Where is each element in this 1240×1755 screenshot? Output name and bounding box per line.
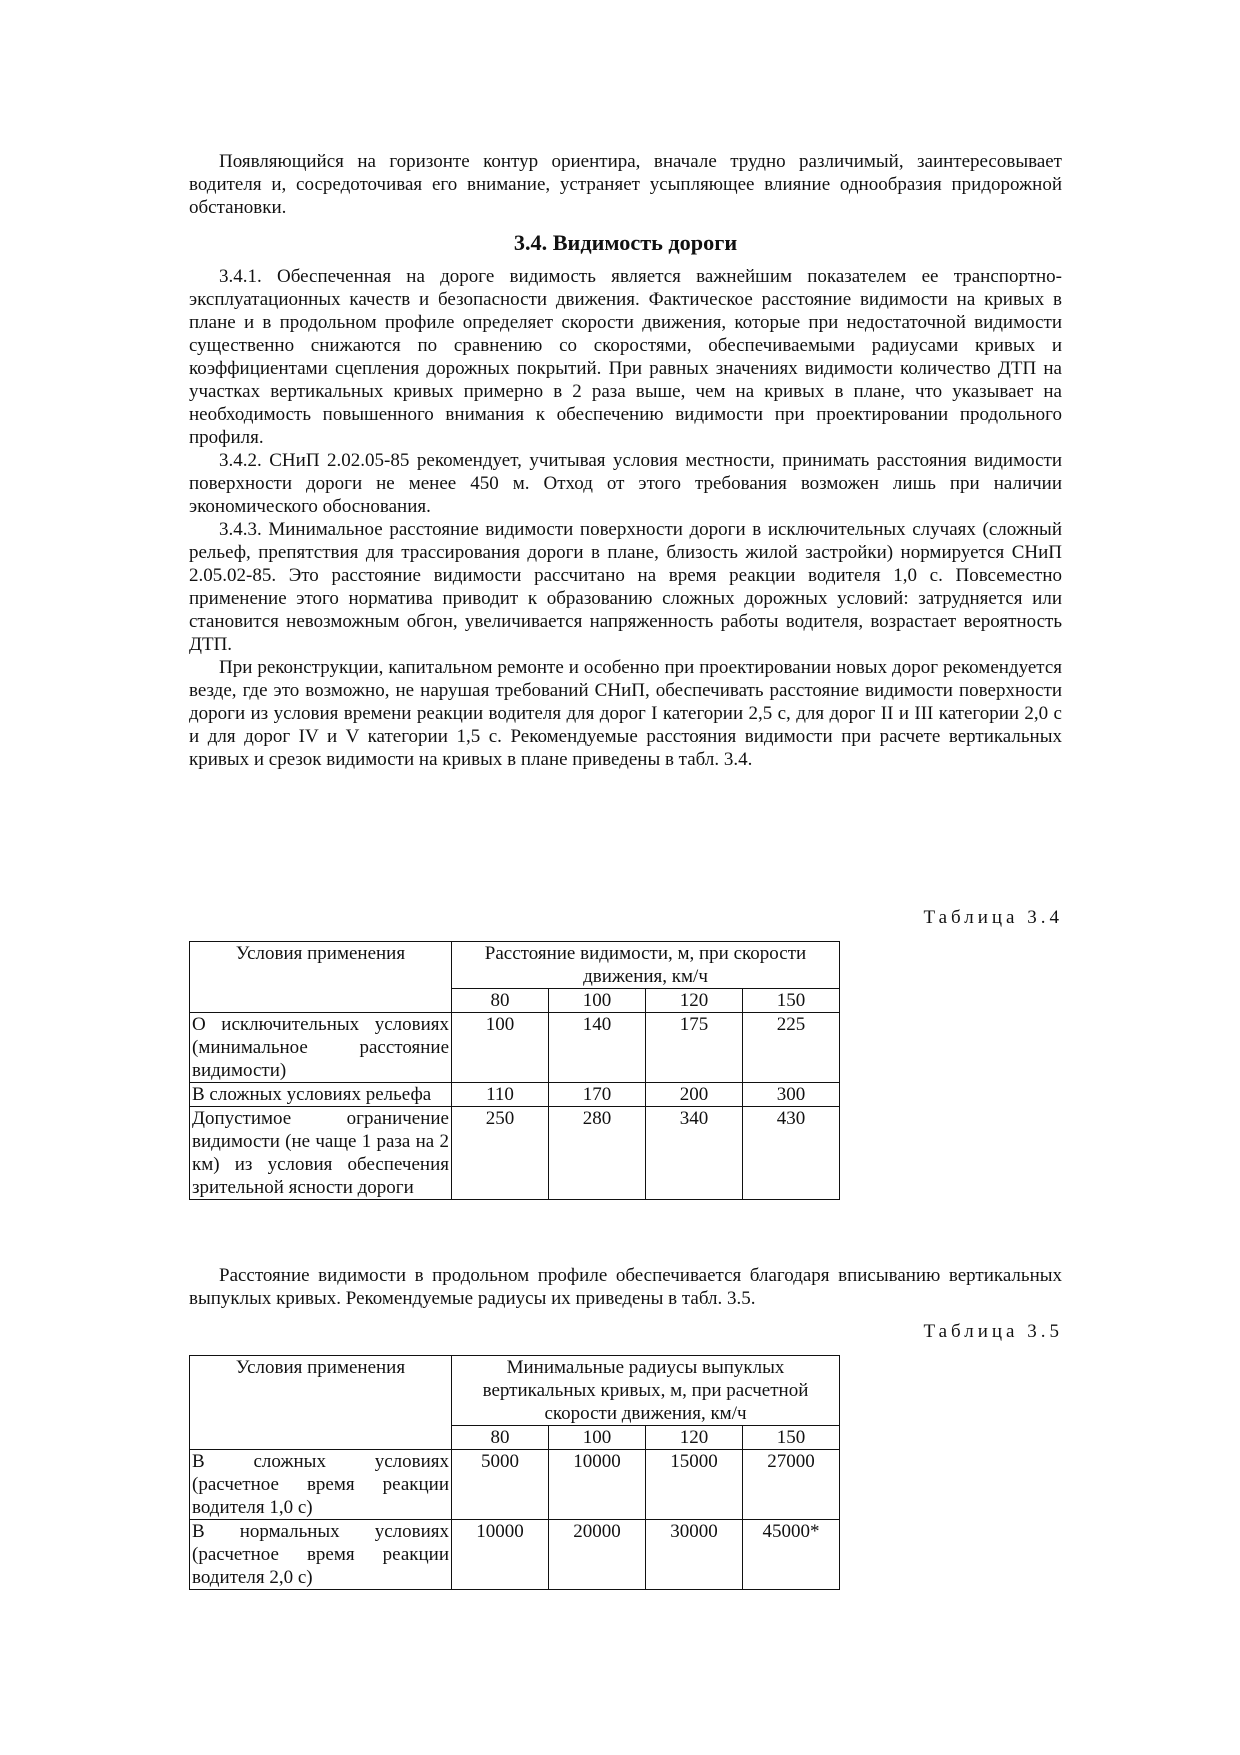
value-cell: 250 xyxy=(452,1107,549,1200)
intro-block xyxy=(189,150,1062,219)
table-row xyxy=(190,1083,840,1107)
paragraph-3-4-3: 3.4.3. Минимальное расстояние видимости поверхности дороги в исключительных случаях (сложный рельеф, препятствия для трассирования дороги в плане, близость жилой застройки) нормируется СНиП 2.05.02-85. Это расстояние видимости рассчитано на время реакции водителя 1,0 с. Повсеместно применение этого норматива приводит к образованию сложных дорожных условий: затрудняется или становится невозможным обгон, увеличивается напряженность работы водителя, возрастает вероятность ДТП. xyxy=(189,519,1062,655)
table-header-row xyxy=(190,942,840,989)
value-cell: 300 xyxy=(743,1083,840,1107)
value-cell: 200 xyxy=(646,1083,743,1107)
table-header-row xyxy=(190,1356,840,1426)
table-row xyxy=(190,1450,840,1520)
value-cell: 5000 xyxy=(452,1450,549,1520)
condition-cell: В нормальных условиях (расчетное время реакции водителя 2,0 с) xyxy=(190,1520,452,1590)
value-cell: 27000 xyxy=(743,1450,840,1520)
intro-paragraph: Появляющийся на горизонте контур ориентира, вначале трудно различимый, заинтересовывает водителя и, сосредоточивая его внимание, устраняет усыпляющее влияние однообразия придорожной обстановки. xyxy=(189,151,1062,218)
condition-cell: В сложных условиях (расчетное время реакции водителя 1,0 с) xyxy=(190,1450,452,1520)
header-radius-group: Минимальные радиусы выпуклых вертикальных кривых, м, при расчетной скорости движения, км/ч xyxy=(452,1356,840,1426)
value-cell: 280 xyxy=(549,1107,646,1200)
value-cell: 30000 xyxy=(646,1520,743,1590)
speed-cell: 120 xyxy=(646,1426,743,1450)
speed-cell: 150 xyxy=(743,989,840,1013)
header-conditions: Условия применения xyxy=(190,942,452,1013)
paragraph-3-4-1: 3.4.1. Обеспеченная на дороге видимость является важнейшим показателем ее транспортно-эксплуатационных качеств и безопасности движения. Фактическое расстояние видимости на кривых в плане и в продольном профиле определяет скорости движения, которые при недостаточной видимости существенно снижаются по сравнению со скоростями, обеспечиваемыми радиусами кривых и коэффициентами сцепления дорожных покрытий. При равных значениях видимости количество ДТП на участках вертикальных кривых примерно в 2 раза выше, чем на кривых в плане, что указывает на необходимость повышенного внимания к обеспечению видимости при проектировании продольного профиля. xyxy=(189,266,1062,448)
between-block xyxy=(189,1264,1062,1310)
paragraph-reconstruction: При реконструкции, капитальном ремонте и особенно при проектировании новых дорог рекомендуется везде, где это возможно, не нарушая требований СНиП, обеспечивать расстояние видимости поверхности дороги из условия времени реакции водителя для дорог I категории 2,5 с, для дорог II и III категории 2,0 с и для дорог IV и V категории 1,5 с. Рекомендуемые расстояния видимости при расчете вертикальных кривых и срезок видимости на кривых в плане приведены в табл. 3.4. xyxy=(189,657,1062,770)
condition-cell: Допустимое ограничение видимости (не чаще 1 раза на 2 км) из условия обеспечения зрительной ясности дороги xyxy=(190,1107,452,1200)
speed-cell: 80 xyxy=(452,1426,549,1450)
value-cell: 15000 xyxy=(646,1450,743,1520)
value-cell: 340 xyxy=(646,1107,743,1200)
condition-cell: О исключительных условиях (минимальное расстояние видимости) xyxy=(190,1013,452,1083)
condition-cell: В сложных условиях рельефа xyxy=(190,1083,452,1107)
speed-cell: 100 xyxy=(549,1426,646,1450)
value-cell: 175 xyxy=(646,1013,743,1083)
header-speed-group: Расстояние видимости, м, при скорости движения, км/ч xyxy=(452,942,840,989)
value-cell: 10000 xyxy=(452,1520,549,1590)
value-cell: 45000* xyxy=(743,1520,840,1590)
value-cell: 110 xyxy=(452,1083,549,1107)
table-row xyxy=(190,1520,840,1590)
section-heading: 3.4. Видимость дороги xyxy=(513,230,738,255)
speed-cell: 120 xyxy=(646,989,743,1013)
header-conditions: Условия применения xyxy=(190,1356,452,1450)
speed-cell: 150 xyxy=(743,1426,840,1450)
speed-cell: 100 xyxy=(549,989,646,1013)
value-cell: 140 xyxy=(549,1013,646,1083)
paragraph-3-4-2: 3.4.2. СНиП 2.02.05-85 рекомендует, учитывая условия местности, принимать расстояния видимости поверхности дороги не менее 450 м. Отход от этого требования возможен лишь при наличии экономического обоснования. xyxy=(189,450,1062,517)
table-3-4 xyxy=(189,941,840,1200)
table-3-5-caption: Таблица 3.5 xyxy=(923,1321,1063,1342)
value-cell: 225 xyxy=(743,1013,840,1083)
value-cell: 430 xyxy=(743,1107,840,1200)
table-3-5 xyxy=(189,1355,840,1590)
value-cell: 100 xyxy=(452,1013,549,1083)
value-cell: 20000 xyxy=(549,1520,646,1590)
between-paragraph: Расстояние видимости в продольном профиле обеспечивается благодаря вписыванию вертикальных выпуклых кривых. Рекомендуемые радиусы их приведены в табл. 3.5. xyxy=(189,1265,1062,1309)
body-text xyxy=(189,265,1062,771)
table-row xyxy=(190,1013,840,1083)
value-cell: 10000 xyxy=(549,1450,646,1520)
table-row xyxy=(190,1107,840,1200)
table-3-4-caption: Таблица 3.4 xyxy=(923,907,1063,928)
speed-cell: 80 xyxy=(452,989,549,1013)
value-cell: 170 xyxy=(549,1083,646,1107)
